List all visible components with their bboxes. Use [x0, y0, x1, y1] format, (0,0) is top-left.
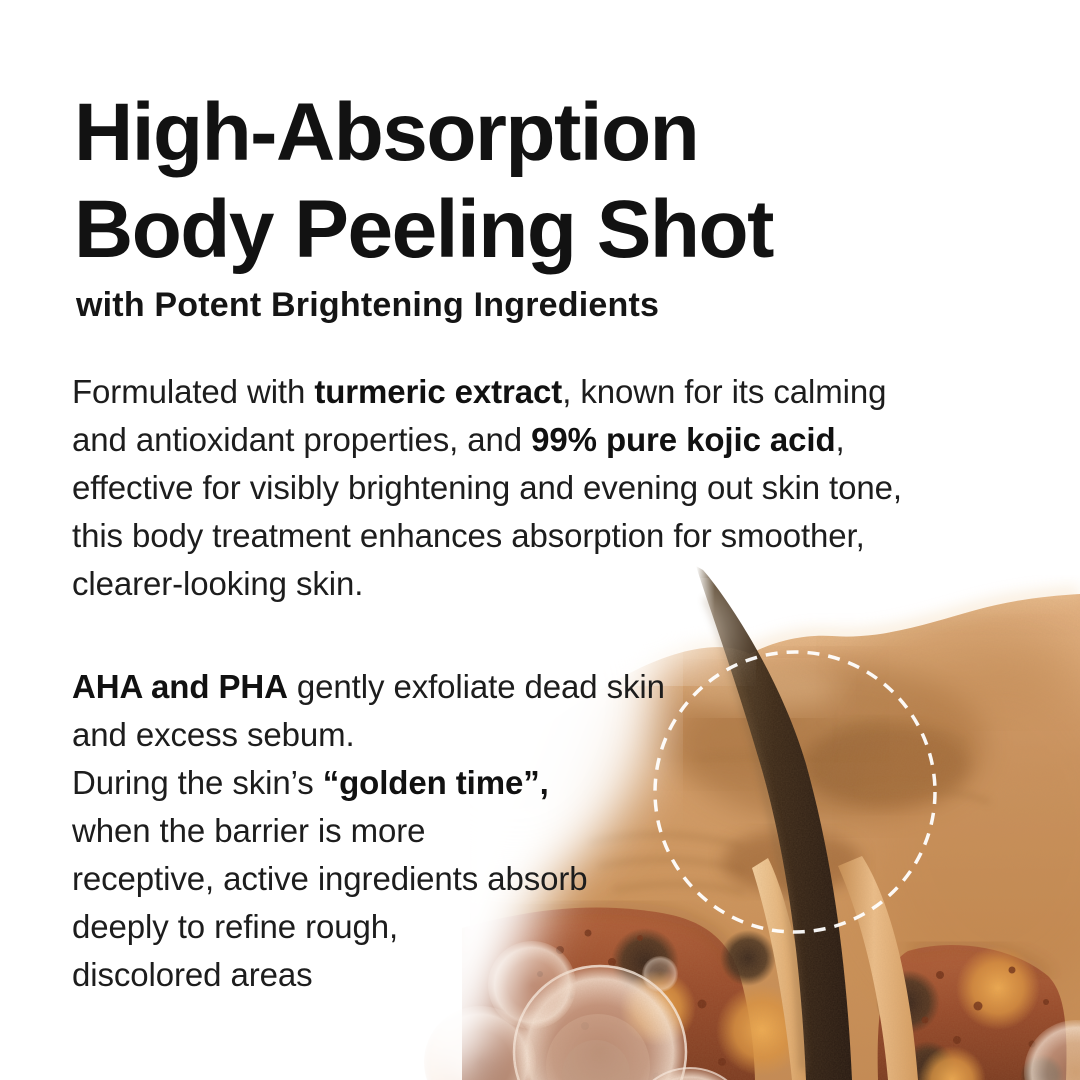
text-line: and excess sebum.	[72, 716, 355, 753]
text-line: and antioxidant properties, and 99% pure kojic acid,	[72, 421, 845, 458]
text-line: when the barrier is more	[72, 812, 426, 849]
subtitle: with Potent Brightening Ingredients	[76, 286, 660, 324]
text-line: this body treatment enhances absorption for smoother,	[72, 517, 865, 554]
text-line: During the skin’s “golden time”,	[72, 764, 549, 801]
text-line: Formulated with turmeric extract, known for its calming	[72, 373, 887, 410]
title-line-2: Body Peeling Shot	[74, 184, 773, 275]
text-line: receptive, active ingredients absorb	[72, 860, 588, 897]
title-line-1: High-Absorption	[74, 87, 699, 178]
text-line: discolored areas	[72, 956, 313, 993]
text-line: AHA and PHA gently exfoliate dead skin	[72, 668, 665, 705]
text-line: clearer-looking skin.	[72, 565, 364, 602]
text-line: deeply to refine rough,	[72, 908, 399, 945]
text-line: effective for visibly brightening and evening out skin tone,	[72, 469, 902, 506]
